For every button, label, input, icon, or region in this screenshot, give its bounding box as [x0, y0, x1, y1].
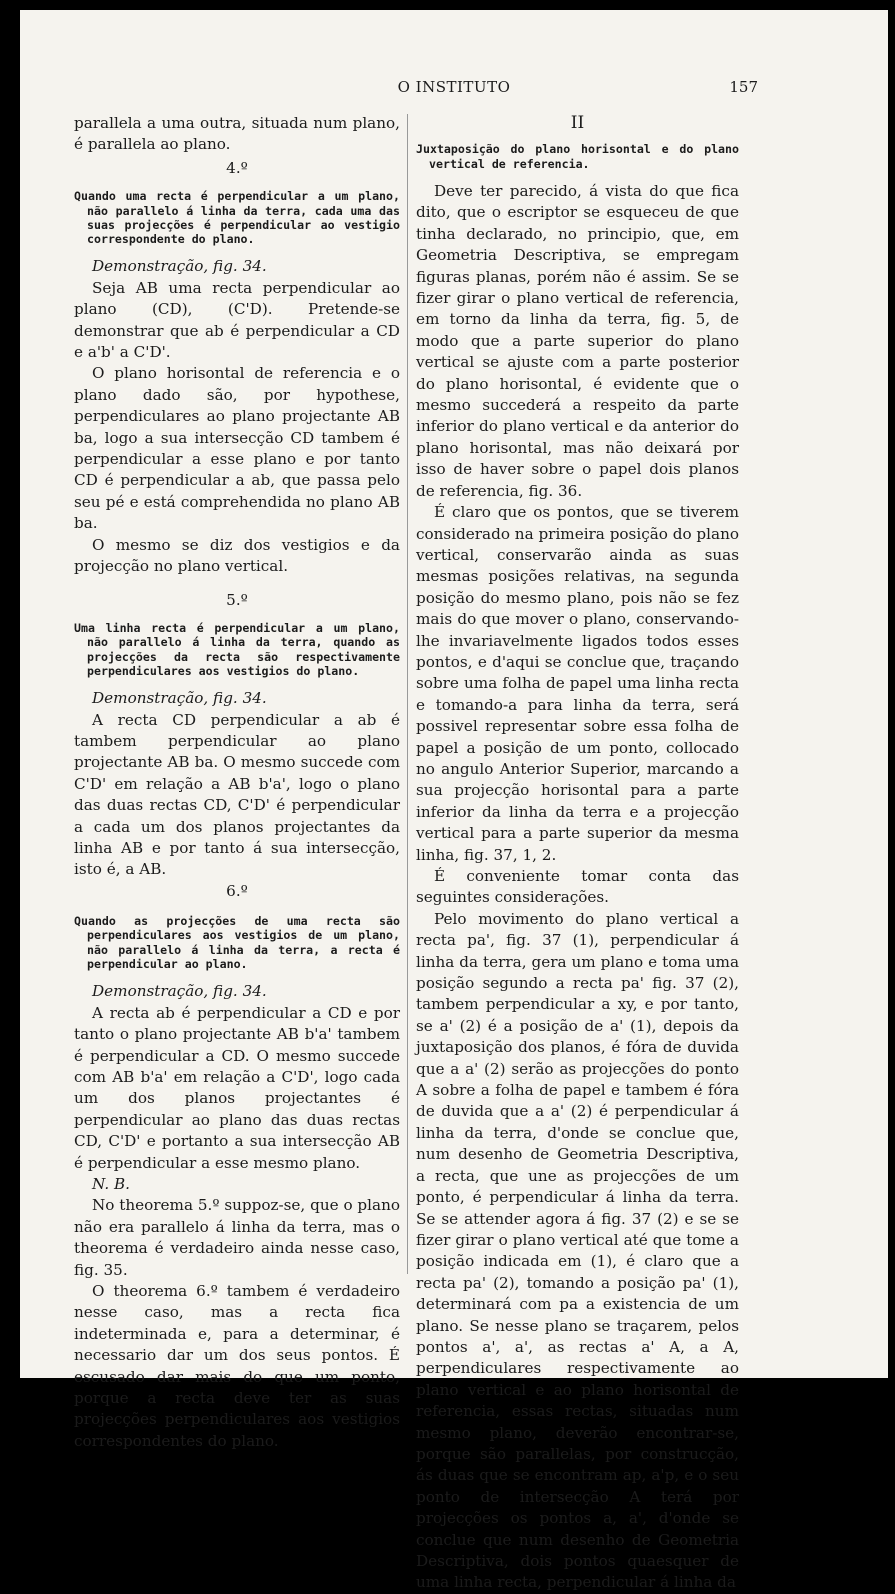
paragraph: Deve ter parecido, á vista do que fica dito, que o escriptor se esqueceu de que tinha declarado, no principio, que, em Geometria Descriptiva, se empregam figuras planas, porém não é assim. Se se fizer girar o plano vertical de referencia, em torno da linha da terra, fig. 5, de modo que a parte superior do plano vertical se ajuste com a parte posterior do plano horisontal, é evidente que o mesmo succederá a respeito da parte inferior do plano vertical e da anterior do plano horisontal, mas não deixará por isso de haver sobre o papel dois planos de referencia, fig. 36.: [416, 182, 739, 500]
page-header: [20, 78, 888, 102]
document-page: [20, 10, 888, 1592]
section-number: II: [570, 113, 585, 133]
paragraph: A recta CD perpendicular a ab é tambem perpendicular ao plano projectante AB ba. O mesmo succede com C'D' em relação a AB b'a', logo o plano das duas rectas CD, C'D' é perpendicular a cada um dos planos projectantes da linha AB e por tanto á sua intersecção, isto é, a AB.: [74, 710, 400, 879]
section-heading: Juxtaposição do plano horisontal e do plano vertical de referencia.: [416, 142, 739, 171]
demonstration-label: Demonstração, fig. 34.: [92, 982, 267, 1001]
theorem-statement: Quando as projecções de uma recta são perpendiculares aos vestigios de um plano, não parallelo á linha da terra, a recta é perpendicular ao plano.: [74, 914, 400, 972]
theorem-number: 4.º: [226, 158, 248, 177]
demonstration-label: Demonstração, fig. 34.: [92, 257, 267, 276]
paragraph: O mesmo se diz dos vestigios e da projecção no plano vertical.: [74, 535, 400, 576]
paragraph: O theorema 6.º tambem é verdadeiro nesse caso, mas a recta fica indeterminada e, para a determinar, é necessario dar um dos seus pontos. É escusado dar mais do que um ponto, porque a recta deve ter as suas projecções perpendiculares aos vestigios correspondentes do plano.: [74, 1282, 400, 1450]
theorem-number: 6.º: [226, 881, 248, 900]
nota-bene-label: N. B.: [92, 1175, 130, 1193]
page-number: 157: [729, 78, 758, 96]
theorem-statement: Quando uma recta é perpendicular a um plano, não parallelo á linha da terra, cada uma das suas projecções é perpendicular ao vestigio correspondente do plano.: [74, 189, 400, 247]
paragraph: É claro que os pontos, que se tiverem considerado na primeira posição do plano vertical, conservarão ainda as suas mesmas posições relativas, na segunda posição do mesmo plano, pois não se fez mais do que mover o plano, conservando-lhe invariavelmente ligados todos esses pontos, e d'aqui se conclue que, traçando sobre uma folha de papel uma linha recta e tomando-a para linha da terra, será possivel representar sobre essa folha de papel a posição de um ponto, collocado no angulo Anterior Superior, marcando a sua projecção horisontal para a parte inferior da linha da terra e a projecção vertical para a parte superior da mesma linha, fig. 37, 1, 2.: [416, 503, 739, 864]
left-column: [74, 113, 400, 1452]
theorem-statement: Uma linha recta é perpendicular a um plano, não parallelo á linha da terra, quando as projecções da recta são respectivamente perpendiculares aos vestigios do plano.: [74, 620, 400, 678]
theorem-number: 5.º: [226, 590, 248, 609]
demonstration-label: Demonstração, fig. 34.: [92, 689, 267, 708]
paragraph: É conveniente tomar conta das seguintes considerações.: [416, 867, 739, 907]
paragraph: Pelo movimento do plano vertical a recta pa', fig. 37 (1), perpendicular á linha da terra, gera um plano e toma uma posição segundo a recta pa' fig. 37 (2), tambem perpendicular a xy, e por tanto, se a' (2) é a posição de a' (1), depois da juxtaposição dos planos, é fóra de duvida que a a' (2) serão as projecções do ponto A sobre a folha de papel e tambem é fóra de duvida que a a' (2) é perpendicular á linha da terra, d'onde se conclue que, num desenho de Geometria Descriptiva, a recta, que une as projecções de um ponto, é perpendicular á linha da terra. Se se attender agora á fig. 37 (2) e se se fizer girar o plano vertical até que tome a posição indicada em (1), é claro que a recta pa' (2), tomando a posição pa' (1), determinará com pa a existencia de um plano. Se nesse plano se traçarem, pelos pontos a', a', as rectas a' A, a A, perpendiculares respectivamente ao plano vertical e ao plano horisontal de referencia, essas rectas, situadas num mesmo plano, deverão encontrar-se, porque são parallelas, por construcção, ás duas que se encontram ap, a'p, e o seu ponto de intersecção A terá por projecções os pontos a, a', d'onde se conclue que num desenho de Geometria Descriptiva, dois pontos quaesquer de uma linha recta, perpendicular á linha da: [416, 909, 739, 1592]
column-divider: [407, 114, 408, 1274]
paragraph: Seja AB uma recta perpendicular ao plano (CD), (C'D). Pretende-se demonstrar que ab é perpendicular a CD e a'b' a C'D'.: [74, 278, 400, 362]
paragraph: A recta ab é perpendicular a CD e por tanto o plano projectante AB b'a' tambem é perpendicular a CD. O mesmo succede com AB b'a' em relação a C'D', logo cada um dos planos projectantes é perpendicular ao plano das duas rectas CD, C'D' e portanto a sua intersecção AB é perpendicular a esse mesmo plano.: [74, 1003, 400, 1172]
paragraph: O plano horisontal de referencia e o plano dado são, por hypothese, perpendiculares ao plano projectante AB ba, logo a sua intersecção CD tambem é perpendicular a esse plano e por tanto CD é perpendicular a ab, que passa pelo seu pé e está comprehendida no plano AB ba.: [74, 364, 400, 533]
running-title: O INSTITUTO: [397, 78, 511, 96]
right-column: [416, 113, 739, 1594]
paragraph: No theorema 5.º suppoz-se, que o plano não era parallelo á linha da terra, mas o theorema é verdadeiro ainda nesse caso, fig. 35.: [74, 1196, 400, 1279]
paragraph: parallela a uma outra, situada num plano, é parallela ao plano.: [74, 114, 400, 154]
